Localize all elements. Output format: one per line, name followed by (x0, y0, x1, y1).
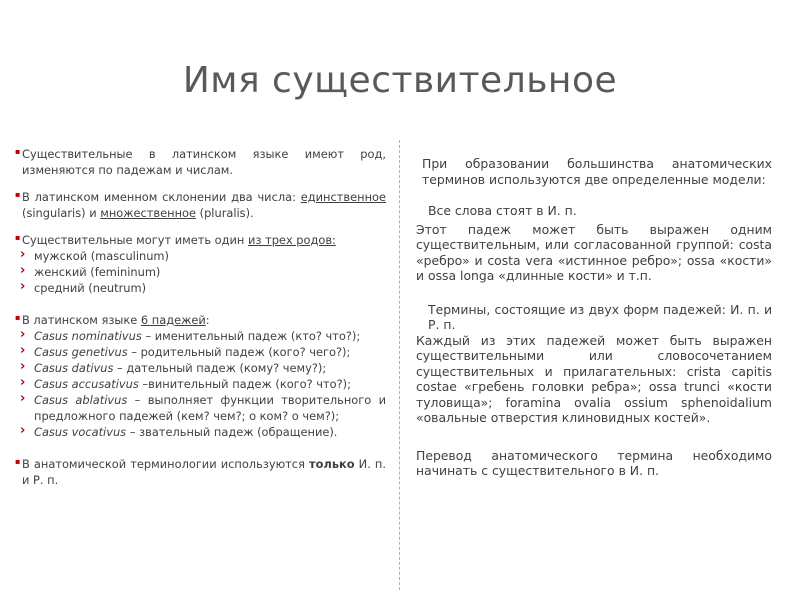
case-name: Casus accusativus (34, 377, 139, 391)
six-cases-term: 6 падежей (140, 313, 206, 327)
case-name: Casus vocativus (34, 425, 127, 439)
case-desc: – родительный падеж (кого? чего?); (127, 345, 351, 359)
three-genders-term: из трех родов: (247, 233, 336, 247)
models-intro: При образовании большинства анатомических терминов используются две определенные модели: (422, 156, 772, 187)
case-name: Casus nominativus (34, 329, 142, 343)
text: В латинском языке (22, 313, 141, 327)
case-name: Casus dativus (34, 361, 114, 375)
column-divider (399, 140, 400, 590)
model-two: Термины, состоящие из двух форм падежей: И. п. и Р. п. (428, 301, 772, 332)
model-two-description: Каждый из этих падежей может быть выражен существительными или словосочетанием существительных и прилагательных: crista capitis costae «гребень головки ребра»; ossa trunci «кости туловища»; foramina ovalia ossium sphenoidalium «овальные отверстия клиновидных костей». (416, 332, 772, 425)
text: В латинском именном склонении два числа: (22, 190, 301, 204)
gender-item: › мужской (masculinum) (18, 248, 386, 264)
bullet-anatomical-terminology (18, 456, 386, 488)
gender-item: › женский (femininum) (18, 264, 386, 280)
slide-title: Имя существительное (182, 60, 618, 101)
right-column (416, 156, 772, 479)
gender-item: › средний (neutrum) (18, 280, 386, 296)
text: В анатомической терминологии используются (22, 457, 310, 471)
case-desc: –винительный падеж (кого? что?); (138, 377, 351, 391)
case-name: Casus genetivus (34, 345, 128, 359)
model-one-description: Этот падеж может быть выражен одним существительным, или согласованной группой: costa «ребро» и costa vera «истинное ребро»; ossa «кости» и ossa longa «длинные кости» и т.п. (416, 221, 772, 283)
case-desc: – именительный падеж (кто? что?); (141, 329, 361, 343)
bullet-genders (18, 232, 386, 248)
case-desc: – выполняет функции творительного и предложного падежей (кем? чем?; о ком? о чем?); (34, 393, 386, 423)
only-term: только (309, 457, 355, 471)
text: И. п. и Р. п. (22, 457, 386, 487)
text: : (205, 313, 210, 327)
bullet-noun-properties: ▪ Существительные в латинском языке имеют род, изменяются по падежам и числам. (18, 146, 386, 178)
text: Существительные могут иметь один (22, 233, 248, 247)
case-item (18, 328, 386, 344)
case-item (18, 344, 386, 360)
translation-note: Перевод анатомического термина необходимо начинать с существительного в И. п. (416, 447, 772, 478)
case-item (18, 424, 386, 440)
model-one: Все слова стоят в И. п. (428, 203, 577, 218)
left-column (18, 146, 386, 488)
case-desc: – звательный падеж (обращение). (126, 425, 338, 439)
plural-term: множественное (100, 206, 197, 220)
singular-term: единственное (300, 190, 386, 204)
case-name: Casus ablativus (34, 393, 128, 407)
text: (singularis) и (22, 206, 101, 220)
case-item (18, 392, 386, 424)
case-item (18, 376, 386, 392)
case-desc: – дательный падеж (кому? чему?); (113, 361, 327, 375)
case-item (18, 360, 386, 376)
bullet-cases (18, 312, 386, 328)
text: (pluralis). (196, 206, 254, 220)
bullet-numbers (18, 189, 386, 221)
